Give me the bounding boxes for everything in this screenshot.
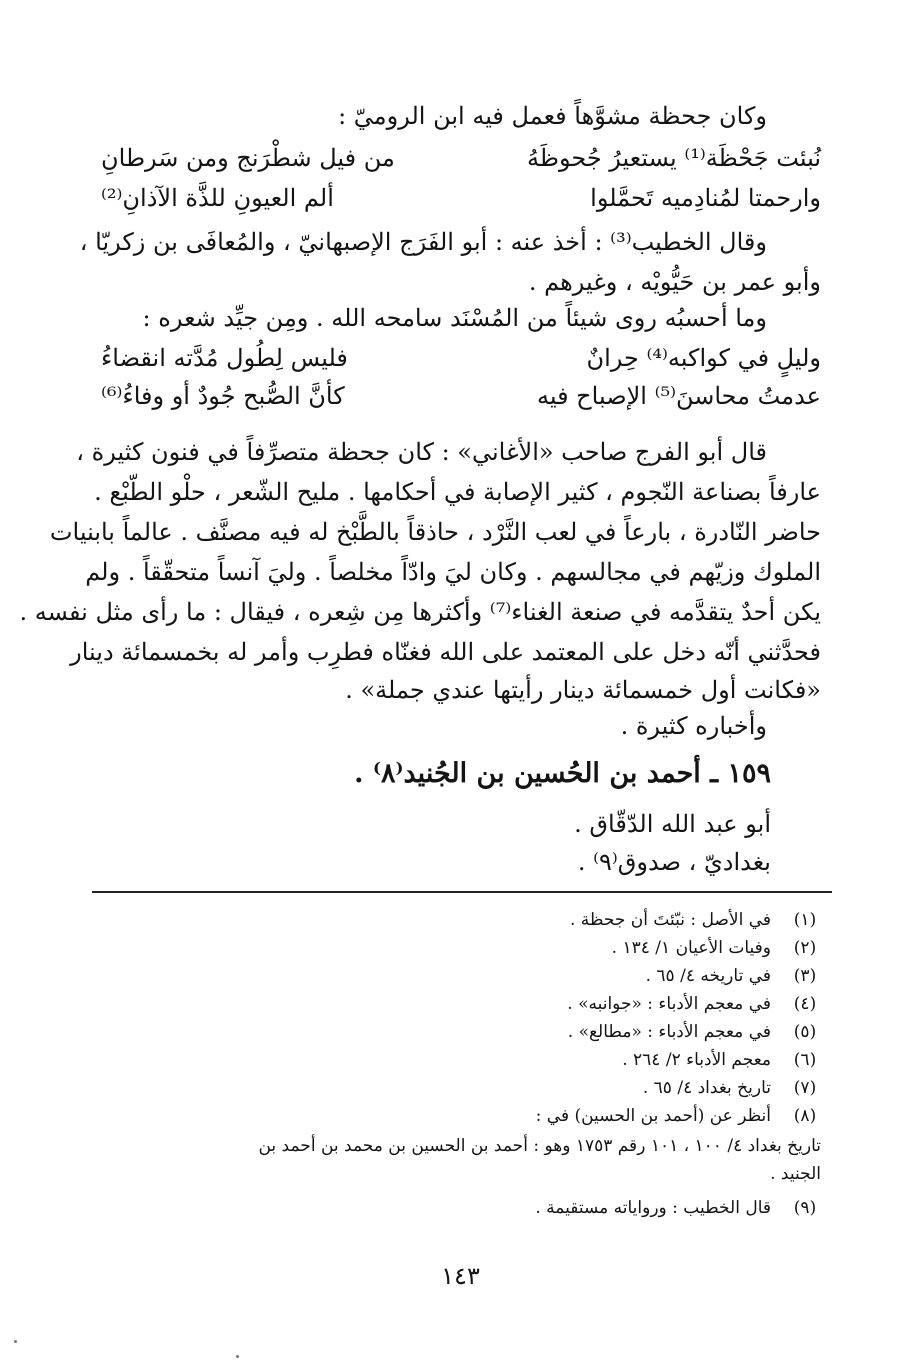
aghani-line: الملوك وزيّهم في مجالسهم . وكان ليَ وادّاً مخلصاً . وليَ آنساً متحقّقاً . ولم xyxy=(85,558,821,586)
verse2-hemistich-left: فليس لِطُول مُدَّته انقضاءُ xyxy=(101,344,348,372)
aghani-line: عارفاً بصناعة النّجوم ، كثير الإصابة في أحكامها . مليح الشّعر ، حلْو الطّبْع . xyxy=(94,478,821,506)
verse2-hemistich-right: عدمتُ محاسنَ⁽⁵⁾ الإصباح فيه xyxy=(536,382,821,410)
footnote-number: (٩) xyxy=(793,1198,817,1218)
page-number: ١٤٣ xyxy=(441,1262,480,1290)
khatib-line1: وقال الخطيب⁽³⁾ : أخذ عنه : أبو الفَرَج الإصبهانيّ ، والمُعافَى بن زكريّا ، xyxy=(79,228,767,256)
verse1-hemistich-right: وارحمتا لمُنادِميه تَحمَّلوا xyxy=(590,184,821,212)
footnote-text: وفيات الأعيان ١/ ١٣٤ . xyxy=(611,938,771,958)
verse2-line1 xyxy=(101,338,821,378)
footnote-number: (٤) xyxy=(793,994,817,1014)
intro-line: وكان جحظة مشوَّهاً فعمل فيه ابن الروميّ : xyxy=(338,102,767,130)
entry-heading: ١٥٩ ـ أحمد بن الحُسين بن الجُنيد⁽٨⁾ . xyxy=(354,758,771,789)
aghani-line: «فكانت أول خمسمائة دينار رأيتها عندي جملة» . xyxy=(345,676,821,704)
aghani-line: حاضر النّادرة ، بارعاً في لعب النَّرْد ، حاذقاً بالطَّبْخ له فيه مصنَّف . عالماً بابنيات xyxy=(49,518,821,546)
aghani-line: يكن أحدٌ يتقدَّمه في صنعة الغناء⁽⁷⁾ وأكثرها مِن شِعره ، فيقال : ما رأى مثل نفسه . xyxy=(19,598,821,626)
footnote-8-continuation: الجنيد . xyxy=(770,1164,821,1184)
footnote-number: (١) xyxy=(793,910,817,930)
footnote-number: (٥) xyxy=(793,1022,817,1042)
khatib-line2: وأبو عمر بن حَيُّويْه ، وغيرهم . xyxy=(528,268,821,296)
scan-speck xyxy=(236,1355,239,1358)
footnote-number: (٧) xyxy=(793,1078,817,1098)
footnote-number: (٦) xyxy=(793,1050,817,1070)
footnote-8-continuation: تاريخ بغداد ٤/ ١٠٠ ، ١٠١ رقم ١٧٥٣ وهو : أحمد بن الحسين بن محمد بن أحمد بن xyxy=(258,1136,821,1156)
verse2-line2 xyxy=(101,376,821,416)
verse1-line2 xyxy=(101,178,821,218)
verse1-hemistich-left: ألم العيونِ للذَّة الآذانِ⁽²⁾ xyxy=(101,184,334,212)
verse2-hemistich-left: كأنَّ الصُّبح جُودٌ أو وفاءُ⁽⁶⁾ xyxy=(101,382,345,410)
footnote-text: في معجم الأدباء : «جوانبه» . xyxy=(567,994,771,1014)
footnote-text: في تاريخه ٤/ ٦٥ . xyxy=(645,966,771,986)
hasib-line: وما أحسبُه روى شيئاً من المُسْنَد سامحه الله . ومِن جيِّد شعره : xyxy=(142,304,767,332)
verse1-hemistich-right: نُبئت جَحْظَة⁽¹⁾ يستعيرُ جُحوظَهُ xyxy=(526,144,821,172)
scan-speck xyxy=(14,1340,17,1343)
footnote-divider xyxy=(92,891,832,893)
footnote-number: (٢) xyxy=(793,938,817,958)
entry-description: بغداديّ ، صدوق⁽٩⁾ . xyxy=(577,848,771,876)
verse2-hemistich-right: وليلٍ في كواكبه⁽⁴⁾ حِرانٌ xyxy=(586,344,821,372)
footnote-text: في معجم الأدباء : «مطالع» . xyxy=(567,1022,771,1042)
footnote-number: (٣) xyxy=(793,966,817,986)
footnote-text: معجم الأدباء ٢/ ٢٦٤ . xyxy=(622,1050,771,1070)
verse1-line1 xyxy=(101,138,821,178)
aghani-line: فحدَّثني أنّه دخل على المعتمد على الله فغنّاه فطرِب وأمر له بخمسمائة دينار xyxy=(70,638,821,666)
aghani-line: قال أبو الفرج صاحب «الأغاني» : كان جحظة متصرِّفاً في فنون كثيرة ، xyxy=(76,438,767,466)
footnote-text: تاريخ بغداد ٤/ ٦٥ . xyxy=(642,1078,771,1098)
entry-kunya: أبو عبد الله الدّقّاق . xyxy=(574,810,771,838)
verse1-hemistich-left: من فيل شطْرَنج ومن سَرطانِ xyxy=(101,144,395,172)
footnote-text: قال الخطيب : ورواياته مستقيمة . xyxy=(535,1198,771,1218)
footnote-text: أنظر عن (أحمد بن الحسين) في : xyxy=(535,1106,771,1126)
footnote-text: في الأصل : نبّئتَ أن جحظة . xyxy=(569,910,771,930)
footnote-number: (٨) xyxy=(793,1106,817,1126)
akhbar-line: وأخباره كثيرة . xyxy=(620,712,767,740)
